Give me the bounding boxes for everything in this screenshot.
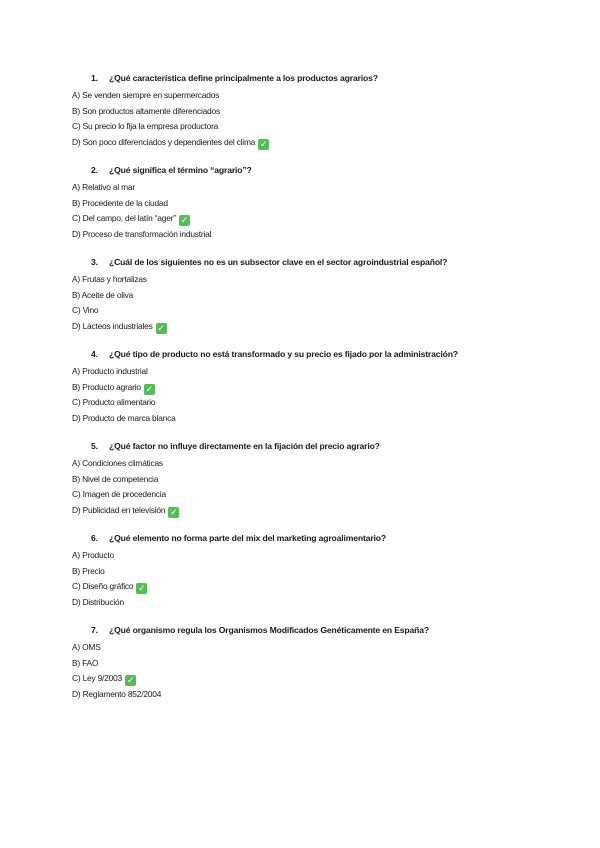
question-7 [72, 620, 572, 702]
option-b [72, 104, 572, 120]
option-text: D) Proceso de transformación industrial [72, 228, 212, 239]
question-heading [72, 528, 572, 548]
question-4 [72, 344, 572, 426]
option-text: C) Del campo, del latín “ager” [72, 213, 176, 223]
question-5 [72, 436, 572, 518]
question-heading [72, 68, 572, 88]
option-a [72, 88, 572, 104]
question-number: 1. [91, 73, 98, 83]
option-a [72, 640, 572, 656]
question-heading [72, 436, 572, 456]
question-text: ¿Qué tipo de producto no está transformado y su precio es fijado por la administración? [109, 349, 458, 359]
option-text: D) Son poco diferenciados y dependientes del clima [72, 136, 256, 147]
option-c [72, 395, 572, 411]
check-mark-icon: ✓ [126, 675, 135, 685]
option-d [72, 411, 572, 427]
question-text: ¿Qué característica define principalmente a los productos agrarios? [109, 73, 378, 83]
question-heading [72, 344, 572, 364]
question-3 [72, 252, 572, 334]
question-heading [72, 160, 572, 180]
option-text: B) Procedente de la ciudad [72, 197, 168, 208]
option-text: C) Producto alimentario [72, 397, 156, 407]
question-number: 6. [91, 533, 98, 543]
option-a [72, 272, 572, 288]
question-number: 4. [91, 349, 98, 359]
option-a [72, 364, 572, 380]
option-d [72, 595, 572, 611]
question-number: 3. [91, 257, 98, 267]
option-b [72, 564, 572, 580]
question-6 [72, 528, 572, 610]
question-text: ¿Qué elemento no forma parte del mix del marketing agroalimentario? [109, 533, 386, 543]
option-text: C) Imagen de procedencia [72, 489, 166, 499]
question-number: 7. [91, 625, 98, 635]
option-c [72, 579, 572, 595]
option-text: C) Su precio lo fija la empresa productora [72, 121, 219, 131]
option-text: A) Frutas y hortalizas [72, 274, 147, 284]
option-text: B) Nivel de competencia [72, 473, 159, 484]
option-a [72, 456, 572, 472]
question-number: 2. [91, 165, 98, 175]
question-2 [72, 160, 572, 242]
check-mark-icon: ✓ [145, 383, 153, 394]
check-mark-icon: ✓ [180, 215, 189, 225]
check-mark-icon: ✓ [170, 506, 178, 517]
option-c [72, 119, 572, 135]
question-text: ¿Qué organismo regula los Organismos Modificados Genéticamente en España? [109, 625, 429, 635]
option-b [72, 196, 572, 212]
question-heading [72, 620, 572, 640]
option-b [72, 472, 572, 488]
option-text: D) Distribución [72, 596, 124, 607]
option-text: A) OMS [72, 642, 101, 652]
option-text: A) Relativo al mar [72, 182, 135, 192]
question-heading [72, 252, 572, 272]
option-b [72, 288, 572, 304]
option-text: C) Ley 9/2003 [72, 673, 123, 683]
option-d [72, 687, 572, 703]
option-text: B) Producto agrario [72, 381, 141, 392]
option-text: A) Producto industrial [72, 366, 148, 376]
question-text: ¿Qué factor no influye directamente en la fijación del precio agrario? [109, 441, 380, 451]
option-text: C) Diseño gráfico [72, 581, 134, 591]
check-mark-icon: ✓ [138, 583, 146, 593]
option-text: A) Producto [72, 550, 115, 560]
option-c [72, 671, 572, 687]
option-d [72, 227, 572, 243]
option-b [72, 656, 572, 672]
option-c [72, 303, 572, 319]
option-a [72, 180, 572, 196]
option-text: A) Condiciones climáticas [72, 458, 163, 468]
option-text: B) Aceite de oliva [72, 289, 134, 300]
option-text: A) Se venden siempre en supermercados [72, 90, 220, 100]
option-d [72, 503, 572, 519]
check-mark-icon: ✓ [157, 322, 165, 333]
option-text: B) Son productos altamente diferenciados [72, 105, 220, 116]
question-text: ¿Cuál de los siguientes no es un subsector clave en el sector agroindustrial español? [109, 257, 448, 267]
option-text: D) Producto de marca blanca [72, 412, 176, 423]
option-text: B) Precio [72, 565, 105, 576]
check-mark-icon: ✓ [260, 138, 268, 149]
question-number: 5. [91, 441, 98, 451]
option-text: B) FAO [72, 657, 99, 668]
option-c [72, 211, 572, 227]
option-text: C) Vino [72, 305, 99, 315]
question-text: ¿Qué significa el término “agrario”? [109, 165, 252, 175]
option-text: D) Publicidad en televisión [72, 504, 166, 515]
option-a [72, 548, 572, 564]
option-text: D) Lácteos industriales [72, 320, 153, 331]
option-d [72, 319, 572, 335]
option-text: D) Reglamento 852/2004 [72, 688, 162, 699]
question-1 [72, 68, 572, 150]
option-b [72, 380, 572, 396]
option-d [72, 135, 572, 151]
option-c [72, 487, 572, 503]
